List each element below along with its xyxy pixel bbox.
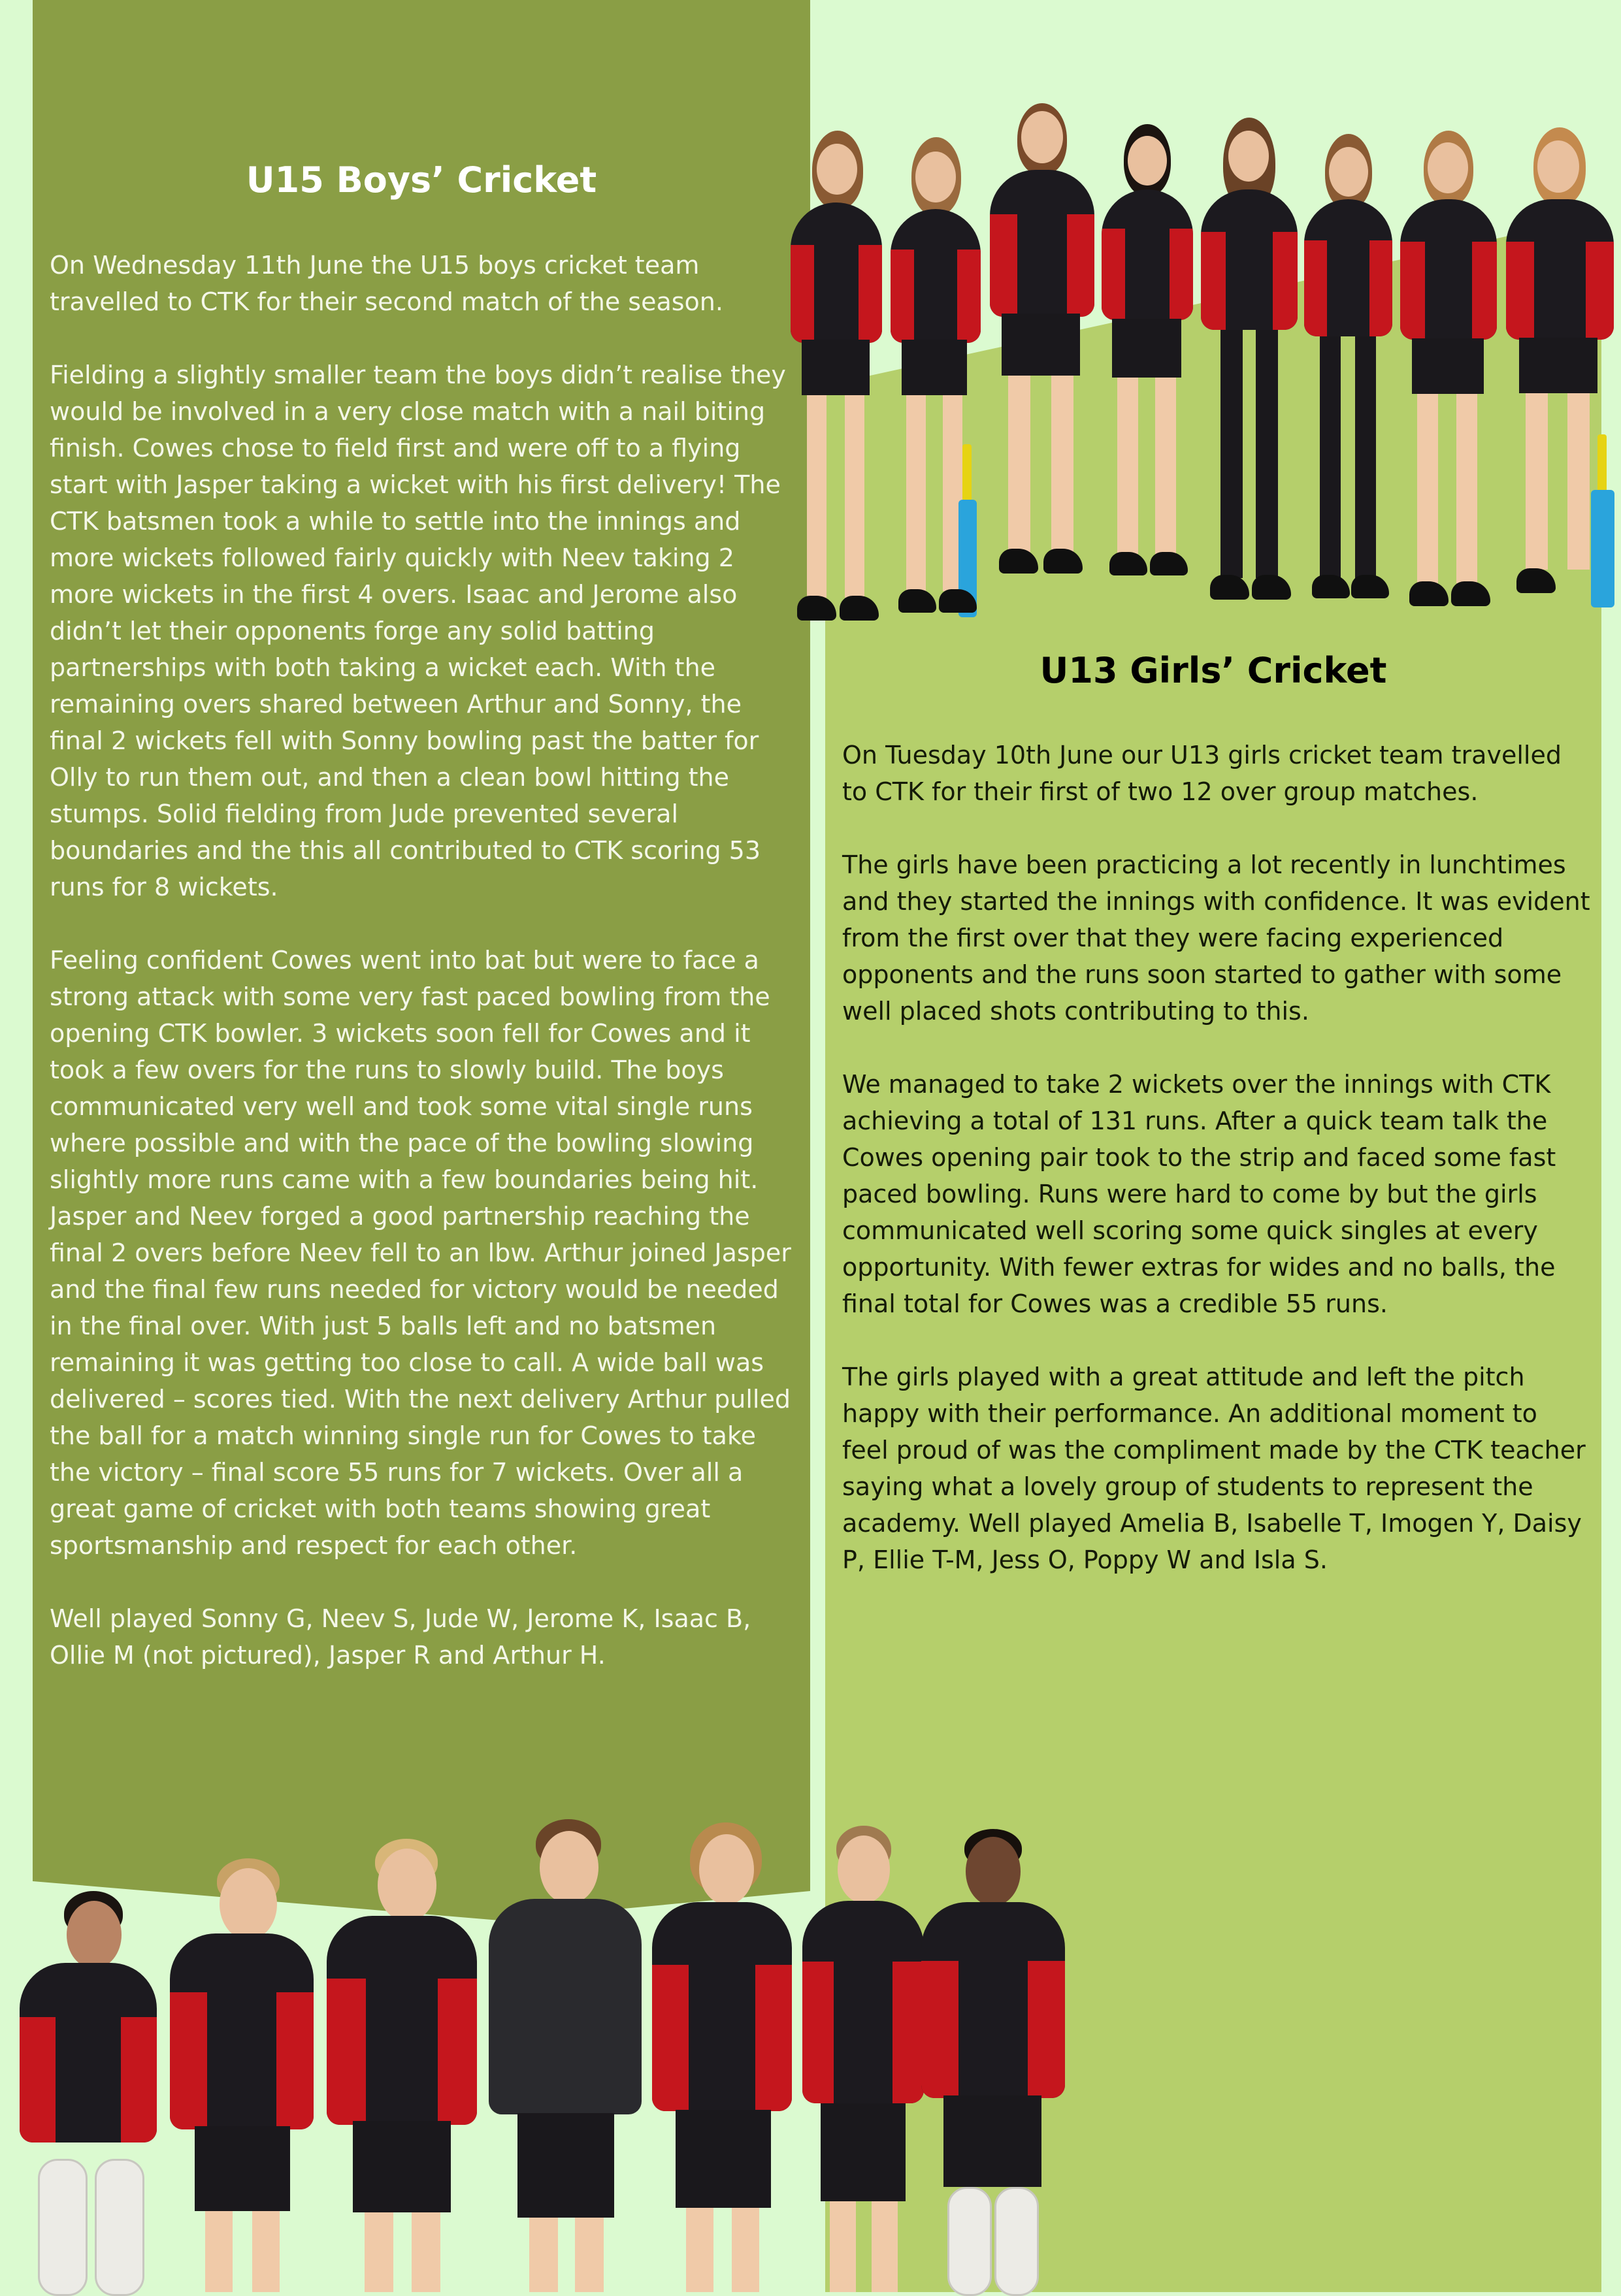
u13-paragraph-1: On Tuesday 10th June our U13 girls cricket team travelled to CTK for their first of two 12 over group matches.	[842, 741, 1562, 806]
team-member	[1300, 134, 1395, 601]
u13-article-body	[842, 737, 1591, 1615]
u13-paragraph-4: The girls played with a great attitude and left the pitch happy with their performance. An additional moment to feel proud of was the compliment made by the CTK teacher saying what a lovely group of students to represent the academy. Well played Amelia B, Isabelle T, Imogen Y, Daisy P, Ellie T-M, Jess O, Poppy W and Isla S.	[842, 1363, 1586, 1574]
u13-paragraph-2: The girls have been practicing a lot recently in lunchtimes and they started the innings with confidence. It was evident from the first over that they were facing experienced opponents and the runs soon started to gather with some well placed shots contributing to this.	[842, 850, 1590, 1026]
team-member	[647, 1822, 797, 2292]
team-member	[983, 98, 1098, 581]
girls-team-photo	[787, 98, 1621, 634]
team-member	[320, 1839, 483, 2292]
u15-paragraph-2: Fielding a slightly smaller team the boys didn’t realise they would be involved in a very close match with a nail biting finish. Cowes chose to field first and were off to a flying start with Jasper taking a wicket with his first delivery! The CTK batsmen took a while to settle into the innings and more wickets followed fairly quickly with Neev taking 2 more wickets in the first 4 overs. Isaac and Jerome also didn’t let their opponents forge any solid batting partnerships with both taking a wicket each. With the remaining overs shared between Arthur and Sonny, the final 2 wickets fell with Sonny bowling past the batter for Olly to run them out, and then a clean bowl hitting the stumps. Solid fielding from Jude prevented several boundaries and the this all contributed to CTK scoring 53 runs for 8 wickets.	[50, 361, 786, 901]
u13-article-title: U13 Girls’ Cricket	[1040, 650, 1387, 691]
team-member	[1395, 131, 1499, 607]
team-member	[483, 1819, 647, 2292]
team-member	[1499, 127, 1617, 611]
u15-article-body	[50, 247, 794, 1710]
team-member	[1098, 124, 1196, 581]
u15-paragraph-1: On Wednesday 11th June the U15 boys cricket team travelled to CTK for their second match of the season.	[50, 251, 723, 316]
team-member	[787, 131, 885, 627]
team-member	[797, 1826, 928, 2292]
team-member	[1196, 118, 1300, 601]
u13-paragraph-3: We managed to take 2 wickets over the innings with CTK achieving a total of 131 runs. After a quick team talk the Cowes opening pair took to the strip and faced some fast paced bowling. Runs were hard to come by but the girls communicated well scoring some quick singles at every opportunity. With fewer extras for wides and no balls, the final total for Cowes was a credible 55 runs.	[842, 1070, 1556, 1318]
team-member	[915, 1829, 1072, 2292]
team-member	[163, 1858, 320, 2292]
boys-team-photo	[0, 1813, 1085, 2292]
team-member	[13, 1891, 163, 2292]
u15-paragraph-4: Well played Sonny G, Neev S, Jude W, Jerome K, Isaac B, Ollie M (not pictured), Jasper R and Arthur H.	[50, 1604, 751, 1670]
team-member	[885, 137, 983, 627]
u15-article-title: U15 Boys’ Cricket	[246, 159, 597, 201]
u15-paragraph-3: Feeling confident Cowes went into bat but were to face a strong attack with some very fast paced bowling from the opening CTK bowler. 3 wickets soon fell for Cowes and it took a few overs for the runs to slowly build. The boys communicated very well and took some vital single runs where possible and with the pace of the bowling slowing slightly more runs came with a few boundaries being hit. Jasper and Neev forged a good partnership reaching the final 2 overs before Neev fell to an lbw. Arthur joined Jasper and the final few runs needed for victory would be needed in the final over. With just 5 balls left and no batsmen remaining it was getting too close to call. A wide ball was delivered – scores tied. With the next delivery Arthur pulled the ball for a match winning single run for Cowes to take the victory – final score 55 runs for 7 wickets. Over all a great game of cricket with both teams showing great sportsmanship and respect for each other.	[50, 946, 791, 1560]
